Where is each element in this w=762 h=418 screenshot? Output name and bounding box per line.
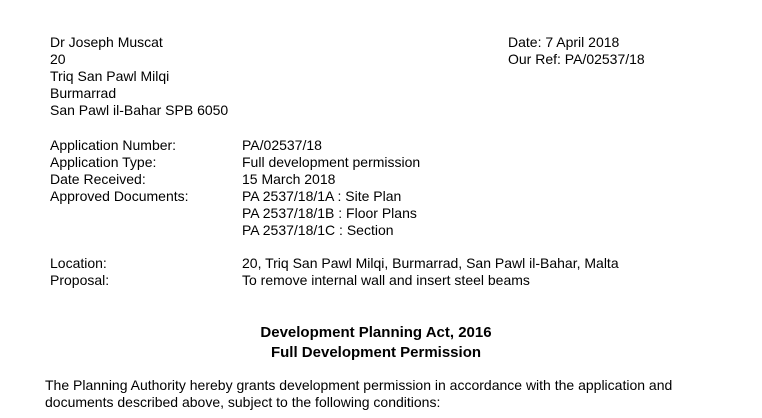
application-type-row (50, 154, 420, 171)
recipient-town-postcode: San Pawl il-Bahar SPB 6050 (50, 102, 229, 118)
intro-line: documents described above, subject to the following conditions: (45, 394, 441, 410)
application-number-row (50, 137, 420, 154)
application-type-value: Full development permission (242, 154, 421, 170)
intro-line: The Planning Authority hereby grants development permission in accordance with the application and (45, 377, 673, 393)
letter-meta (508, 34, 645, 68)
date-received-row (50, 171, 420, 188)
application-number-value: PA/02537/18 (242, 137, 322, 153)
letter-reference: Our Ref: PA/02537/18 (508, 51, 645, 67)
approved-documents-list (242, 188, 417, 239)
application-number-label: Application Number: (50, 137, 177, 153)
permission-title: Full Development Permission (270, 344, 482, 361)
recipient-house-number: 20 (50, 51, 66, 67)
proposal-value: To remove internal wall and insert steel beams (242, 272, 530, 288)
letter-date: Date: 7 April 2018 (508, 34, 620, 50)
location-row (50, 255, 619, 272)
approved-document-item: PA 2537/18/1B : Floor Plans (242, 205, 417, 221)
recipient-street: Triq San Pawl Milqi (50, 68, 170, 84)
approved-document-item: PA 2537/18/1C : Section (242, 222, 394, 238)
approved-documents-label: Approved Documents: (50, 188, 189, 204)
application-details (50, 137, 420, 239)
permission-heading (0, 323, 752, 363)
approved-document-item: PA 2537/18/1A : Site Plan (242, 188, 402, 204)
act-title: Development Planning Act, 2016 (260, 324, 492, 341)
date-received-value: 15 March 2018 (242, 171, 336, 187)
location-label: Location: (50, 255, 107, 271)
recipient-name: Dr Joseph Muscat (50, 34, 163, 50)
proposal-row (50, 272, 619, 289)
location-value: 20, Triq San Pawl Milqi, Burmarrad, San Pawl il-Bahar, Malta (242, 255, 619, 271)
recipient-address (50, 34, 228, 119)
intro-paragraph (45, 377, 745, 411)
date-received-label: Date Received: (50, 171, 146, 187)
proposal-label: Proposal: (50, 272, 110, 288)
approved-documents-row (50, 188, 420, 239)
application-type-label: Application Type: (50, 154, 157, 170)
site-details (50, 255, 619, 289)
recipient-locality: Burmarrad (50, 85, 117, 101)
